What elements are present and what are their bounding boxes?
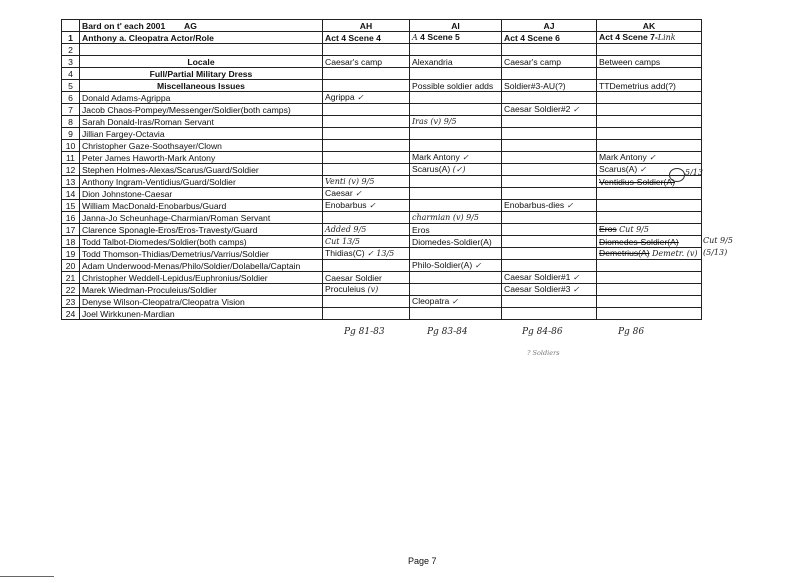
scene-ai: 4 Scene 5: [420, 32, 460, 42]
scene-aj: Act 4 Scene 6: [502, 32, 597, 44]
row-number: 4: [62, 68, 80, 80]
row-number: 2: [62, 44, 80, 56]
handwritten-note-ak: Cut 9/5: [619, 225, 649, 234]
side-note: (5/13): [703, 248, 728, 257]
corner-cell: [62, 20, 80, 32]
struck-role-ak: Eros: [599, 224, 617, 234]
scene-ai-cell: [410, 32, 502, 44]
handwritten-note-ai: Iras (v) 9/5: [412, 117, 457, 126]
cell-ak: [597, 308, 702, 320]
column-header-ak: AK: [597, 20, 702, 32]
misc-row: [62, 80, 702, 92]
row-number: 16: [62, 212, 80, 224]
cell-aj: [502, 104, 597, 116]
role-aj: Caesar Soldier#3: [504, 284, 571, 294]
misc-label: Miscellaneous Issues: [80, 80, 323, 92]
cell-ak: [597, 236, 702, 248]
actor-role: Anthony Ingram-Ventidius/Guard/Soldier: [80, 176, 323, 188]
misc-ai: Possible soldier adds: [410, 80, 502, 92]
row-number: 9: [62, 128, 80, 140]
struck-role-ak: Diomedes-Soldier(A): [599, 236, 679, 247]
cell-aj: [502, 260, 597, 272]
footnote-ah: Pg 81-83: [344, 327, 385, 337]
scene-ai-mark: A: [412, 33, 418, 42]
locale-aj: Caesar's camp: [502, 56, 597, 68]
cell-aj: [502, 176, 597, 188]
cell-ai: [410, 260, 502, 272]
column-header-ah: AH: [323, 20, 410, 32]
cast-row: [62, 104, 702, 116]
cast-row: [62, 236, 702, 248]
column-header-ai: AI: [410, 20, 502, 32]
header-row: [62, 20, 702, 32]
cell-ak: [597, 188, 702, 200]
scene-ak-cell: [597, 32, 702, 44]
cell-ak: [597, 272, 702, 284]
cell-ah: [323, 92, 410, 104]
cell-aj: [502, 308, 597, 320]
locale-ah: Caesar's camp: [323, 56, 410, 68]
cell-aj: [502, 152, 597, 164]
handwritten-note-ah: Venti (v) 9/5: [325, 177, 375, 186]
actor-role: Christopher Weddell-Lepidus/Euphronius/Soldier: [80, 272, 323, 284]
cell-ai: [410, 308, 502, 320]
cell-ah: [323, 308, 410, 320]
cell-ak: [597, 104, 702, 116]
actor-role: Clarence Sponagle-Eros/Eros-Travesty/Guard: [80, 224, 323, 236]
actor-role: Dion Johnstone-Caesar: [80, 188, 323, 200]
handwritten-note-ak: ✓: [639, 165, 647, 174]
page-number: Page 7: [408, 556, 437, 566]
cell-ah: [323, 272, 410, 284]
handwritten-note-ah: ✓: [355, 189, 362, 198]
actor-role: Janna-Jo Scheunhage-Charmian/Roman Servant: [80, 212, 323, 224]
cast-row: [62, 152, 702, 164]
handwritten-note-ah: Cut 13/5: [325, 237, 360, 246]
cell-ak: [597, 116, 702, 128]
side-note-13: 5/13: [685, 168, 703, 177]
cell-aj: [502, 116, 597, 128]
cell-aj: [502, 140, 597, 152]
locale-ak: Between camps: [597, 56, 702, 68]
handwritten-note-ai: (✓): [452, 165, 466, 174]
cell-ai: [410, 152, 502, 164]
row-number: 15: [62, 200, 80, 212]
actor-role: Sarah Donald-Iras/Roman Servant: [80, 116, 323, 128]
cell-ah: [323, 104, 410, 116]
row-number: 17: [62, 224, 80, 236]
blank-row: [62, 44, 702, 56]
row-number: 22: [62, 284, 80, 296]
cell-ai: [410, 284, 502, 296]
cast-row: [62, 284, 702, 296]
cell-ak: [597, 176, 702, 188]
cell-aj: [502, 284, 597, 296]
footnote-ai: Pg 83-84: [427, 327, 468, 337]
scene-ak-note: Link: [657, 33, 676, 42]
row-number: 23: [62, 296, 80, 308]
cell-aj: [502, 212, 597, 224]
handwritten-note-ai: ✓: [474, 261, 482, 270]
struck-role-ak: Demetrius(A): [599, 248, 650, 258]
actor-role: Christopher Gaze-Soothsayer/Clown: [80, 140, 323, 152]
cell-ai: [410, 140, 502, 152]
cell-aj: [502, 188, 597, 200]
cast-row: [62, 188, 702, 200]
actor-role: Donald Adams-Agrippa: [80, 92, 323, 104]
cell-ai: [410, 212, 502, 224]
cell-ah: [323, 236, 410, 248]
actor-role: Peter James Haworth-Mark Antony: [80, 152, 323, 164]
role-aj: Caesar Soldier#1: [504, 272, 571, 282]
scene-ak: Act 4 Scene 7-: [599, 32, 658, 42]
circle-mark: [669, 168, 685, 182]
cast-sheet-table: [61, 19, 702, 320]
actor-role: Todd Thomson-Thidias/Demetrius/Varrius/Soldier: [80, 248, 323, 260]
cell-ah: [323, 260, 410, 272]
misc-ak: TTDemetrius add(?): [597, 80, 702, 92]
cast-row: [62, 272, 702, 284]
cell-ah: [323, 188, 410, 200]
cell-ak: [597, 140, 702, 152]
role-aj: Enobarbus-dies: [504, 200, 565, 210]
sheet-title: Bard on t' each 2001: [82, 20, 166, 31]
cell-ah: [323, 248, 410, 260]
cell-ah: [323, 128, 410, 140]
role-ah: Proculeius: [325, 284, 366, 294]
row-number: 24: [62, 308, 80, 320]
cell-ak: [597, 152, 702, 164]
row-number: 12: [62, 164, 80, 176]
cast-row: [62, 224, 702, 236]
row-number: 6: [62, 92, 80, 104]
cell-aj: [502, 296, 597, 308]
cell-ak: [597, 212, 702, 224]
cell-ak: [597, 224, 702, 236]
sheet-code: AG: [184, 20, 197, 31]
cell-ak: [597, 284, 702, 296]
row-number: 21: [62, 272, 80, 284]
cell-ai: [410, 296, 502, 308]
actor-role: Denyse Wilson-Cleopatra/Cleopatra Vision: [80, 296, 323, 308]
handwritten-note-ak: Demetr. (v): [652, 249, 698, 258]
cell-ai: [410, 104, 502, 116]
locale-ai: Alexandria: [410, 56, 502, 68]
cell-ai: [410, 92, 502, 104]
handwritten-note-ah: ✓ 13/5: [367, 249, 395, 258]
dress-label: Full/Partial Military Dress: [80, 68, 323, 80]
misc-aj: Soldier#3-AU(?): [502, 80, 597, 92]
handwritten-note-ai: charmian (v) 9/5: [412, 213, 480, 222]
cast-row: [62, 164, 702, 176]
cell-ah: [323, 140, 410, 152]
cell-ai: [410, 188, 502, 200]
role-ak: Mark Antony: [599, 152, 647, 162]
cell-ah: [323, 116, 410, 128]
cell-ah: [323, 212, 410, 224]
row-number: 11: [62, 152, 80, 164]
scene-ah: Act 4 Scene 4: [323, 32, 410, 44]
footnote-ak: Pg 86: [618, 327, 645, 337]
row-number: 1: [62, 32, 80, 44]
role-ai: Diomedes-Soldier(A): [412, 236, 492, 247]
role-ah: Enobarbus: [325, 200, 367, 210]
cell-ah: [323, 176, 410, 188]
cell-ak: [597, 128, 702, 140]
cell-aj: [502, 128, 597, 140]
actor-role: Marek Wiedman-Proculeius/Soldier: [80, 284, 323, 296]
row-number: 19: [62, 248, 80, 260]
cell-ak: [597, 248, 702, 260]
cast-row: [62, 260, 702, 272]
cast-row: [62, 140, 702, 152]
row-number: 3: [62, 56, 80, 68]
locale-label: Locale: [80, 56, 323, 68]
cell-ai: [410, 128, 502, 140]
row-number: 5: [62, 80, 80, 92]
cell-ak: [597, 296, 702, 308]
role-ai: Mark Antony: [412, 152, 460, 162]
cell-aj: [502, 200, 597, 212]
role-ah: Agrippa: [325, 92, 355, 102]
cell-aj: [502, 272, 597, 284]
role-ah: Caesar Soldier: [325, 272, 382, 283]
cell-aj: [502, 92, 597, 104]
actor-role: Jacob Chaos-Pompey/Messenger/Soldier(both camps): [80, 104, 323, 116]
cast-list: [62, 92, 702, 320]
cell-ai: [410, 176, 502, 188]
cast-row: [62, 176, 702, 188]
role-ak: Scarus(A): [599, 164, 638, 174]
cast-row: [62, 296, 702, 308]
cell-ai: [410, 116, 502, 128]
actor-role: Todd Talbot-Diomedes/Soldier(both camps): [80, 236, 323, 248]
cast-row: [62, 200, 702, 212]
row-number: 10: [62, 140, 80, 152]
handwritten-note-ai: ✓: [451, 297, 459, 306]
cell-ak: [597, 260, 702, 272]
cell-ah: [323, 224, 410, 236]
handwritten-note-aj: ✓: [572, 285, 580, 294]
handwritten-note-aj: ✓: [572, 105, 580, 114]
struck-role-ak: Ventidius-Soldier(A): [599, 176, 675, 187]
handwritten-note-aj: ✓: [566, 201, 574, 210]
cell-aj: [502, 164, 597, 176]
cast-row: [62, 128, 702, 140]
cell-ai: [410, 164, 502, 176]
role-ai: Philo-Soldier(A): [412, 260, 473, 270]
scene-row: [62, 32, 702, 44]
row-number: 20: [62, 260, 80, 272]
handwritten-note-ah: ✓: [357, 93, 364, 102]
row-number: 8: [62, 116, 80, 128]
role-ai: Cleopatra: [412, 296, 450, 306]
footnote-aj-sub: ? Soldiers: [527, 349, 560, 357]
actor-role: Adam Underwood-Menas/Philo/Soldier/Dolabella/Captain: [80, 260, 323, 272]
handwritten-note-aj: ✓: [572, 273, 580, 282]
cast-row: [62, 308, 702, 320]
handwritten-note-ah: ✓: [368, 201, 376, 210]
role-ah: Caesar: [325, 188, 353, 198]
cast-row: [62, 116, 702, 128]
sheet-title-cell: [80, 20, 323, 32]
row-number: 14: [62, 188, 80, 200]
column-header-aj: AJ: [502, 20, 597, 32]
cell-aj: [502, 248, 597, 260]
cell-ai: [410, 224, 502, 236]
actor-role: Stephen Holmes-Alexas/Scarus/Guard/Soldier: [80, 164, 323, 176]
cell-ah: [323, 296, 410, 308]
handwritten-note-ah: (v): [367, 285, 379, 294]
cell-ah: [323, 200, 410, 212]
handwritten-note-ai: ✓: [462, 153, 469, 162]
cast-row: [62, 92, 702, 104]
role-ai: Scarus(A): [412, 164, 451, 174]
role-ai: Eros: [412, 224, 430, 235]
cell-aj: [502, 224, 597, 236]
cell-ah: [323, 152, 410, 164]
cell-ah: [323, 164, 410, 176]
cell-ah: [323, 284, 410, 296]
actor-role-label: Anthony a. Cleopatra Actor/Role: [80, 32, 323, 44]
handwritten-note-ak: ✓: [649, 153, 656, 162]
actor-role: Joel Wirkkunen-Mardian: [80, 308, 323, 320]
cell-ai: [410, 272, 502, 284]
actor-role: Jillian Fargey-Octavia: [80, 128, 323, 140]
dress-row: [62, 68, 702, 80]
cast-row: [62, 248, 702, 260]
role-ah: Thidias(C): [325, 248, 365, 258]
cell-ai: [410, 200, 502, 212]
locale-row: [62, 56, 702, 68]
role-aj: Caesar Soldier#2: [504, 104, 571, 114]
actor-role: William MacDonald-Enobarbus/Guard: [80, 200, 323, 212]
cell-ak: [597, 200, 702, 212]
footnote-aj: Pg 84-86: [522, 327, 563, 337]
row-number: 7: [62, 104, 80, 116]
cast-row: [62, 212, 702, 224]
cell-ai: [410, 236, 502, 248]
handwritten-note-ah: Added 9/5: [325, 225, 367, 234]
cell-ai: [410, 248, 502, 260]
cell-ak: [597, 92, 702, 104]
cell-aj: [502, 236, 597, 248]
row-number: 13: [62, 176, 80, 188]
row-number: 18: [62, 236, 80, 248]
side-note: Cut 9/5: [703, 236, 733, 245]
